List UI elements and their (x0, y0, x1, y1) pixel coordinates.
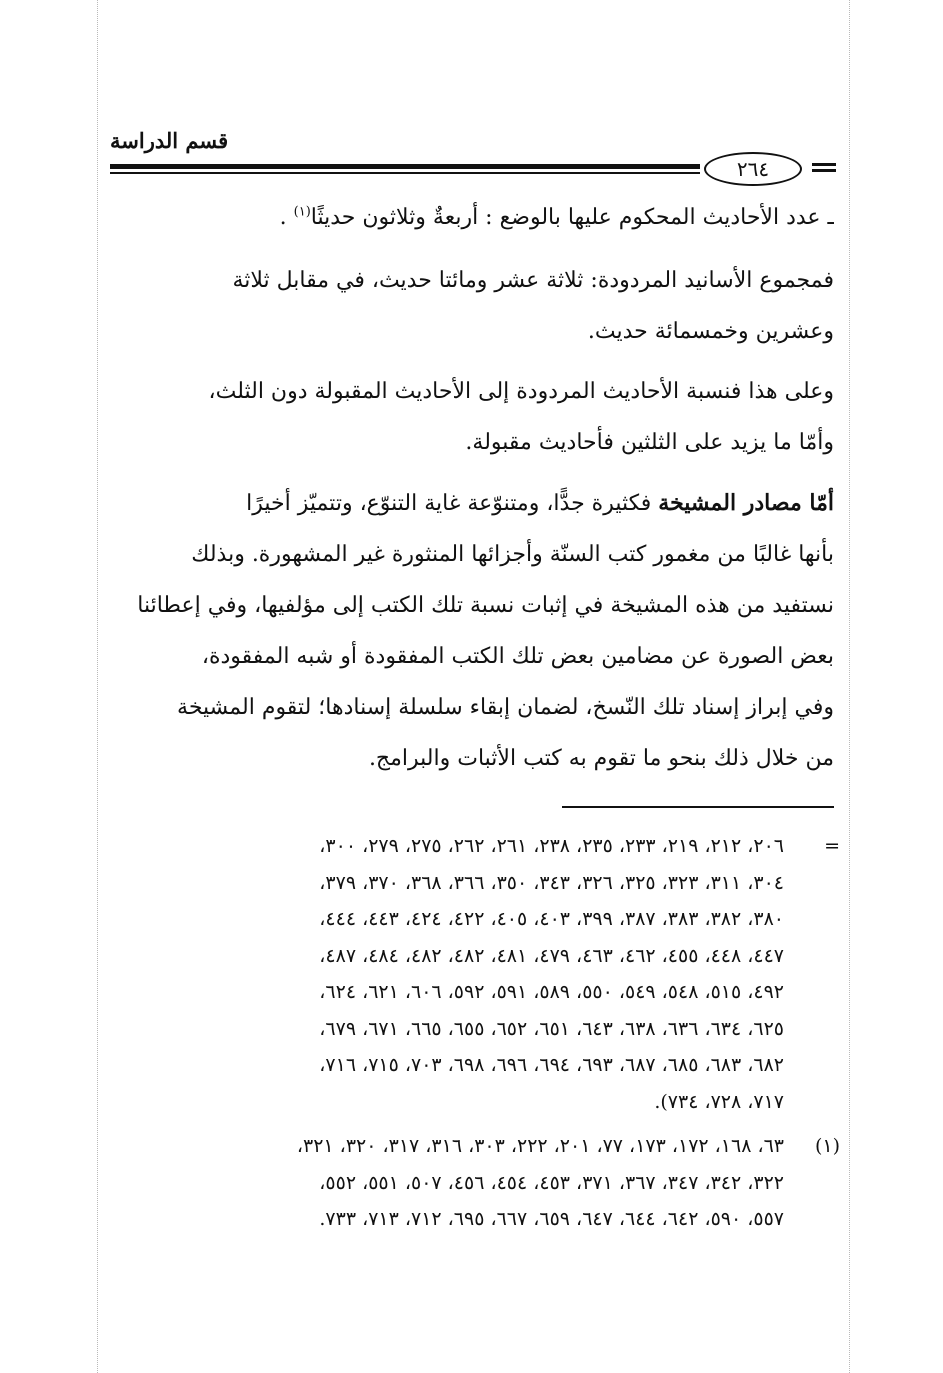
header-rule (110, 164, 700, 169)
text-line: نستفيد من هذه المشيخة في إثبات نسبة تلك الكتب إلى مؤلفيها، وفي إعطائنا (137, 593, 834, 618)
page-number-bar (812, 169, 836, 172)
text-line: وعلى هذا فنسبة الأحاديث المردودة إلى الأحاديث المقبولة دون الثلث، (208, 379, 834, 404)
footnote-line: ٤٤٧، ٤٤٨، ٤٥٥، ٤٦٢، ٤٦٣، ٤٧٩، ٤٨١، ٤٨٢، ٤٨٢، ٤٨٤، ٤٨٧، (319, 944, 784, 967)
sources-lead: أمّا مصادر المشيخة (658, 490, 834, 516)
paragraph-sources (112, 478, 834, 784)
footnote-reference: (١) (293, 204, 311, 220)
text-line: بعض الصورة عن مضامين بعض تلك الكتب المفقودة أو شبه المفقودة، (201, 644, 834, 669)
paragraph-ratio (112, 366, 834, 468)
running-header-title: قسم الدراسة (110, 128, 229, 153)
header-rule-thin (110, 172, 700, 174)
footnote-separator (562, 806, 834, 808)
footnote-line: ٧١٧، ٧٢٨، ٧٣٤). (654, 1090, 784, 1113)
footnote-line: ٦٢٥، ٦٣٤، ٦٣٦، ٦٣٨، ٦٤٣، ٦٥١، ٦٥٢، ٦٥٥، ٦٦٥، ٦٧١، ٦٧٩، (319, 1017, 784, 1040)
footnote-line: ٣٨٠، ٣٨٢، ٣٨٣، ٣٨٧، ٣٩٩، ٤٠٣، ٤٠٥، ٤٢٢، ٤٢٤، ٤٤٣، ٤٤٤، (319, 908, 784, 930)
footnote-line: ٢٠٦، ٢١٢، ٢١٩، ٢٣٣، ٢٣٥، ٢٣٨، ٢٦١، ٢٦٢، ٢٧٥، ٢٧٩، ٣٠٠، (319, 835, 784, 857)
footnote-continuation-marker: = (824, 835, 840, 857)
footnote-line: ٥٥٧، ٥٩٠، ٦٤٢، ٦٤٤، ٦٤٧، ٦٥٩، ٦٦٧، ٦٩٥، ٧١٢، ٧١٣، ٧٣٣. (319, 1208, 784, 1230)
footnote-1-marker: (١) (814, 1135, 840, 1157)
text-line: وأمّا ما يزيد على الثلثين فأحاديث مقبولة. (465, 430, 834, 455)
page-number: ٢٦٤ (704, 152, 802, 186)
page-number-bar (812, 163, 836, 166)
page-guide-left (97, 0, 98, 1373)
text-line: ـ عدد الأحاديث المحكوم عليها بالوضع : أربعةٌ وثلاثون حديثًا$^{(١)}$ . (279, 204, 834, 230)
footnote-continuation (112, 828, 784, 1120)
text-line: أمّا مصادر المشيخة فكثيرة جدًّا، ومتنوّعة غاية التنوّع، وتتميّز أخيرًا (246, 490, 834, 516)
footnote-line: ٣٢٢، ٣٤٢، ٣٤٧، ٣٦٧، ٣٧١، ٤٥٣، ٤٥٤، ٤٥٦، ٥٠٧، ٥٥١، ٥٥٢، (319, 1171, 784, 1194)
text-line: من خلال ذلك بنحو ما تقوم به كتب الأثبات والبرامج. (368, 746, 834, 771)
text-line: وعشرين وخمسمائة حديث. (587, 319, 834, 344)
footnote-line: ٦٣، ١٦٨، ١٧٢، ١٧٣، ٧٧، ٢٠١، ٢٢٢، ٣٠٣، ٣١٦، ٣١٧، ٣٢٠، ٣٢١، (296, 1135, 784, 1157)
footnote-1 (112, 1128, 784, 1238)
text-line: بأنها غالبًا من مغمور كتب السنّة وأجزائها المنثورة غير المشهورة. وبذلك (191, 542, 834, 567)
text-line: وفي إبراز إسناد تلك النّسخ، لضمان إبقاء سلسلة إسنادها؛ لتقوم المشيخة (177, 695, 834, 720)
paragraph-rejected-total (112, 255, 834, 357)
footnote-line: ٣٠٤، ٣١١، ٣٢٣، ٣٢٥، ٣٢٦، ٣٤٣، ٣٥٠، ٣٦٦، ٣٦٨، ٣٧٠، ٣٧٩، (319, 871, 784, 894)
page-guide-right (849, 0, 850, 1373)
paragraph-fabricated-count (112, 192, 834, 243)
text-line: فمجموع الأسانيد المردودة: ثلاثة عشر ومائتا حديث، في مقابل ثلاثة (232, 268, 834, 293)
footnote-line: ٦٨٢، ٦٨٣، ٦٨٥، ٦٨٧، ٦٩٣، ٦٩٤، ٦٩٦، ٦٩٨، ٧٠٣، ٧١٥، ٧١٦، (319, 1054, 784, 1076)
footnote-line: ٤٩٢، ٥١٥، ٥٤٨، ٥٤٩، ٥٥٠، ٥٨٩، ٥٩١، ٥٩٢، ٦٠٦، ٦٢١، ٦٢٤، (319, 981, 784, 1003)
